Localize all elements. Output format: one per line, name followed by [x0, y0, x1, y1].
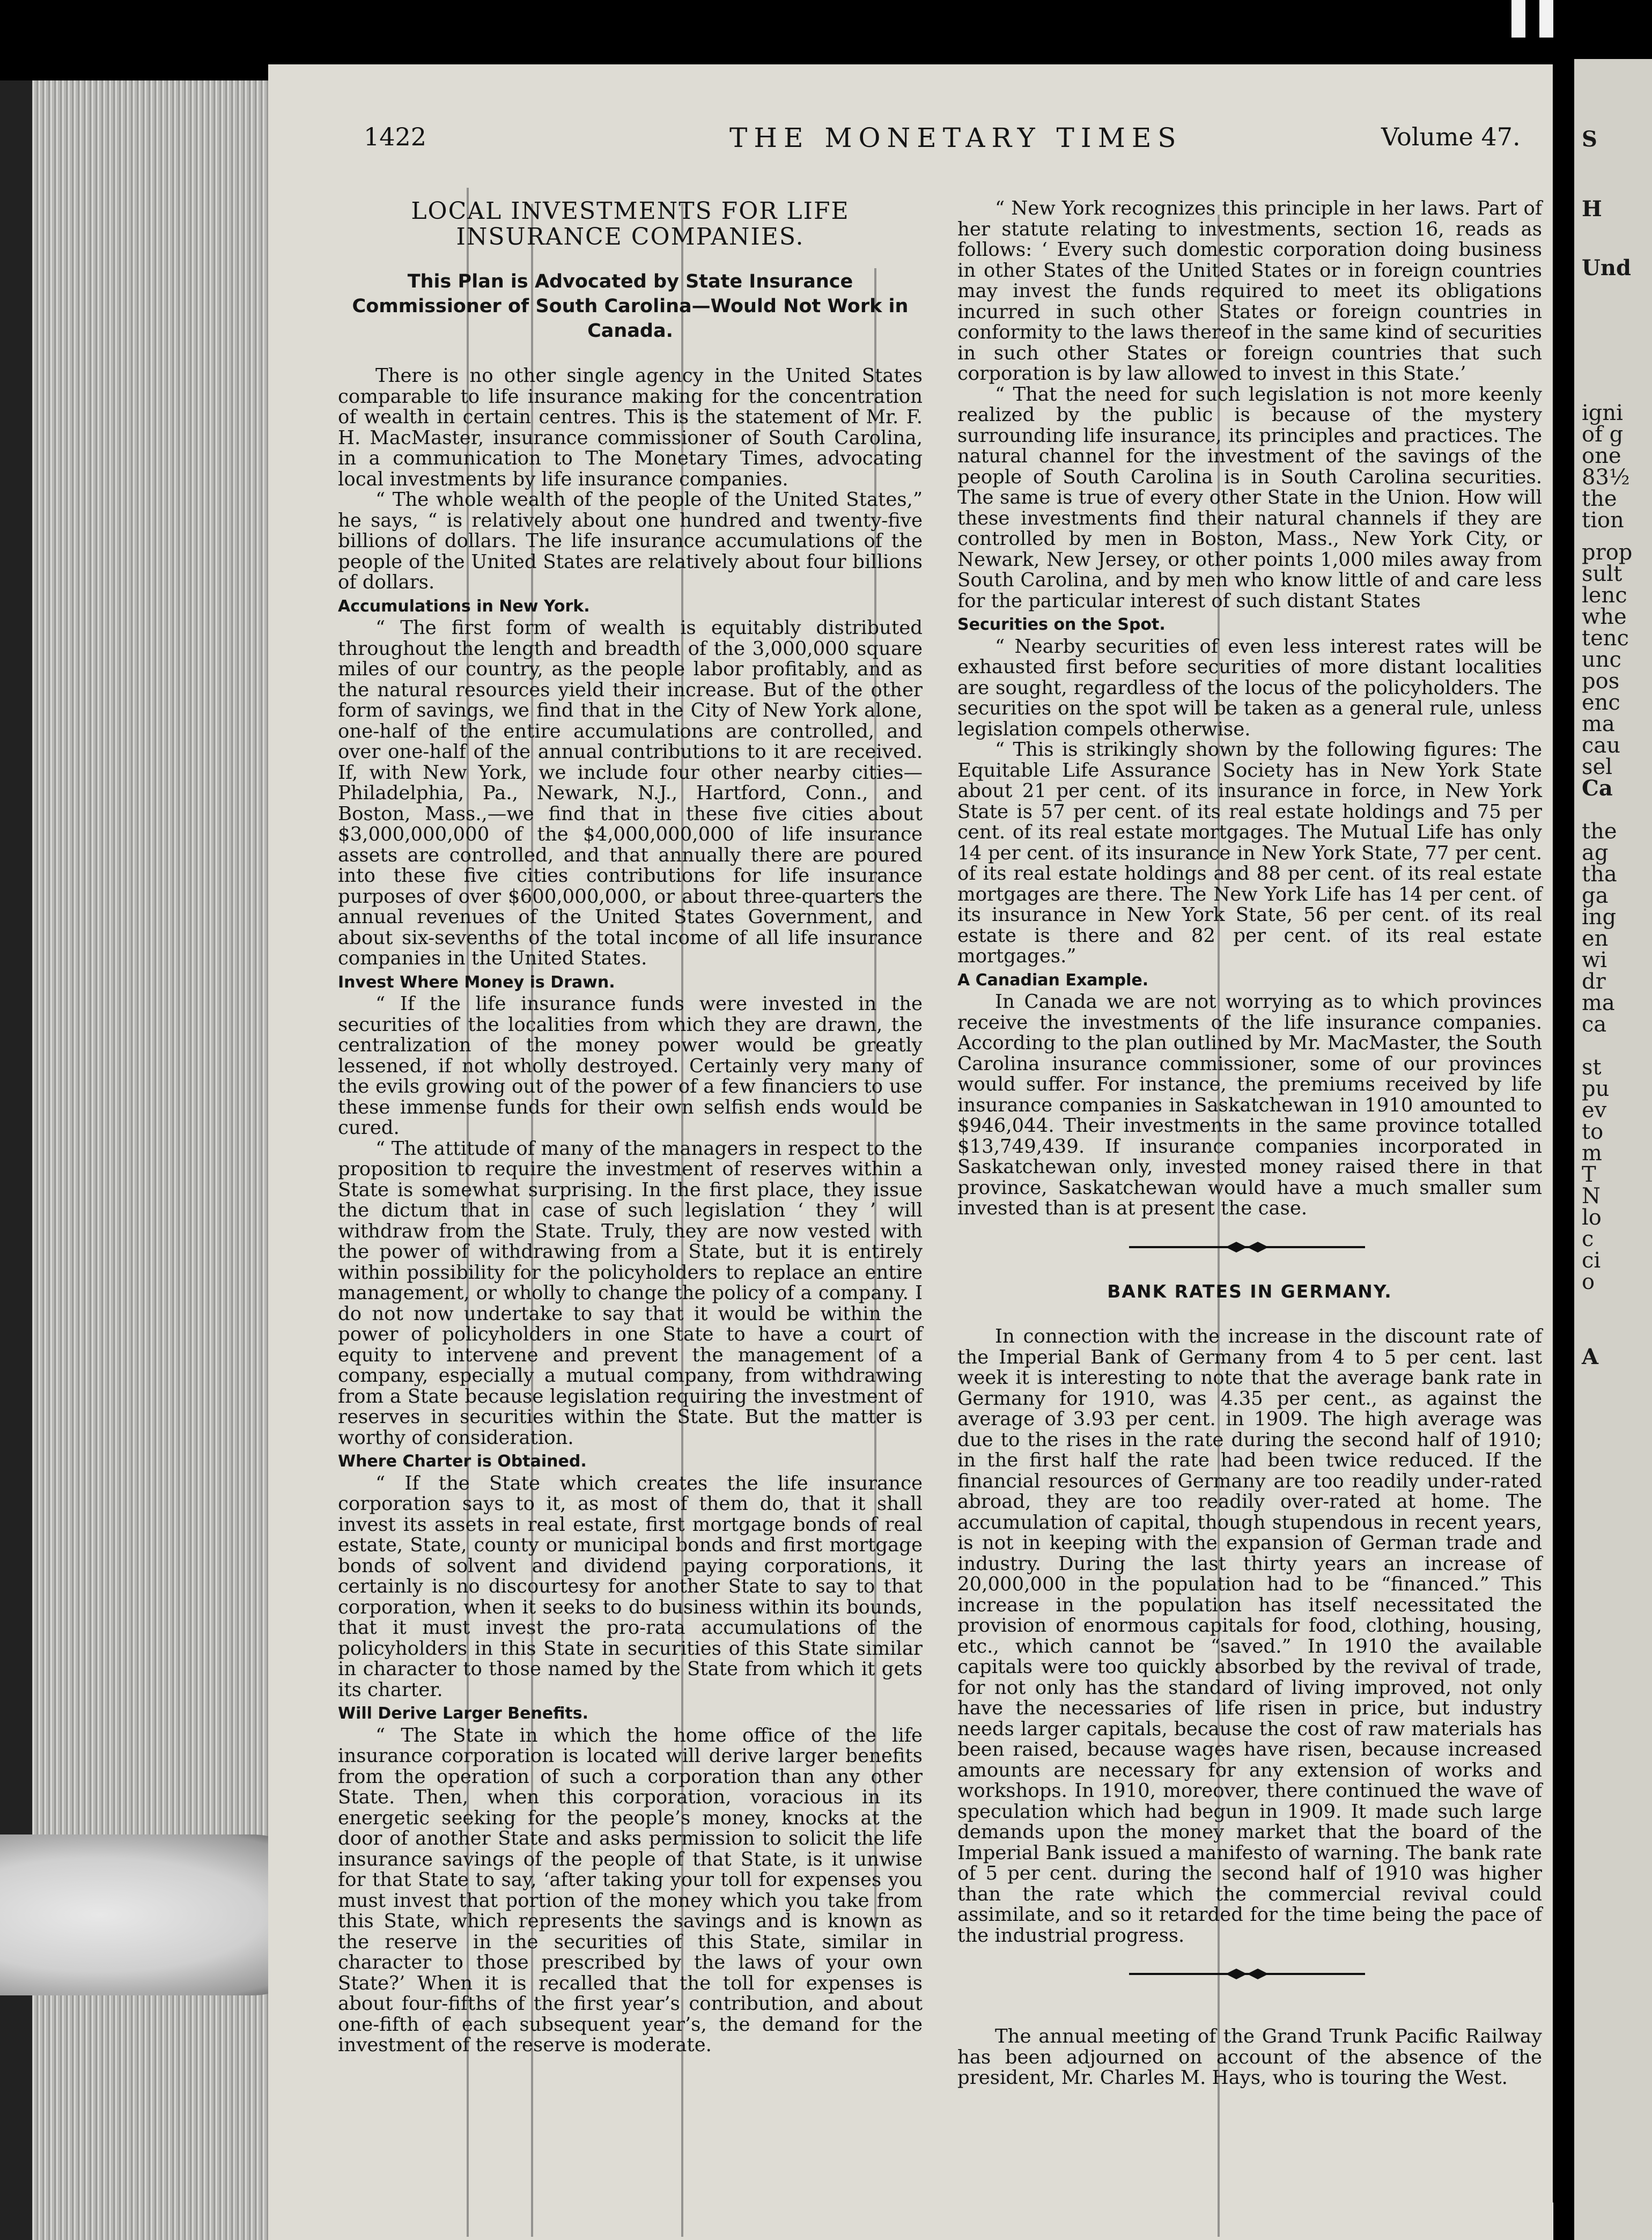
- adjacent-page-text: pos: [1582, 669, 1620, 694]
- article-deck: This Plan is Advocated by State Insurance Commissioner of South Carolina—Would Not Work in Canada.: [352, 271, 909, 342]
- paragraph: “ The State in which the home office of the life insurance corporation is located will derive larger benefits from the operation of such a corporation than any other State. Then, when this corporation, voracious in its energetic seeking for the people’s money, knocks at the door of another State and asks permission to solicit the life insurance savings of the people of that State, is it unwise for that State to say, ‘after taking your toll for expenses you must invest that portion of the money which you take from this State, which represents the savings and is known as the reserve in the securities of this State, similar in character to those prescribed by the laws of your own State?’ When it is recalled that the toll for expenses is about four-fifths of the first year’s contribution, and about one-fifth of each subsequent year’s, the demand for the investment of the reserve is moderate.: [338, 1724, 923, 2056]
- adjacent-page-text: tha: [1582, 862, 1617, 887]
- film-mark: [1511, 0, 1525, 38]
- adjacent-page-text: m: [1582, 1141, 1602, 1166]
- paragraph: In connection with the increase in the discount rate of the Imperial Bank of Germany from 4 to 5 per cent. last week it is interesting to note that the average bank rate in Germany for 1910, was 4.35 per cent., as against the average of 3.93 per cent. in 1909. The high average was due to the rises in the rate during the second half of 1910; in the first half the rate had been twice reduced. If the financial resources of Germany are too readily under-rated abroad, they are too readily over-rated at home. The accumulation of capital, though stupendous in recent years, is not in keeping with the expansion of German trade and industry. During the last thirty years an increase of 20,000,000 in the population had to be “financed.” This increase in the population has itself necessitated the provision of enormous capitals for food, clothing, housing, etc., which cannot be “saved.” In 1910 the available capitals were too quickly absorbed by the revival of trade, for not only has the standard of living improved, not only have the necessaries of life risen in price, but industry needs larger capitals, because the cost of raw materials has been raised, because wages have risen, because increased amounts are necessary for any extension of works and workshops. In 1910, moreover, there continued the wave of speculation which had begun in 1909. It made such large demands upon the money market that the board of the Imperial Bank issued a manifesto of warning. The bank rate of 5 per cent. during the second half of 1910 was higher than the rate which the commercial revival could assimilate, and so it retarded for the time being the pace of the industrial progress.: [957, 1325, 1542, 1947]
- paragraph: “ If the State which creates the life insurance corporation says to it, as most of them do, that it shall invest its assets in real estate, first mortgage bonds of real estate, State, county or municipal bonds and first mortgage bonds of solvent and dividend paying corporations, it certainly is no discourtesy for another State to say to that corporation, when it seeks to do business within its bounds, that it must invest the pro-rata accumulations of the policyholders in this State in securities of this State similar in character to those named by the State from which it gets its charter.: [338, 1472, 923, 1701]
- paragraph: “ If the life insurance funds were invested in the securities of the localities from which they are drawn, the centralization of the money power would be greatly lessened, if not wholly destroyed. Certainly very many of the evils growing out of the power of a few financiers to use these immense funds for their own selfish ends would be cured.: [338, 993, 923, 1139]
- adjacent-page-text: wi: [1582, 948, 1607, 972]
- adjacent-page-text: unc: [1582, 647, 1621, 672]
- adjacent-page-text: H: [1582, 196, 1602, 222]
- paragraph: In Canada we are not worrying as to which provinces receive the investments of the life insurance companies. According to the plan outlined by Mr. MacMaster, the South Carolina insurance commissioner, some of our provinces would suffer. For instance, the premiums received by life insurance companies in Saskatchewan in 1910 amounted to $946,044. Their investments in the same province totalled $13,749,439. If insurance companies incorporated in Saskatchewan only, invested money raised there in that province, Saskatchewan would have a much smaller sum invested than is at present the case.: [957, 991, 1542, 1219]
- subheading: Where Charter is Obtained.: [338, 1452, 587, 1471]
- adjacent-page-text: cau: [1582, 733, 1621, 758]
- subheading: Securities on the Spot.: [957, 615, 1166, 634]
- subheading: Accumulations in New York.: [338, 596, 590, 616]
- newspaper-page: [268, 64, 1553, 2240]
- adjacent-page-text: Ca: [1582, 776, 1613, 801]
- adjacent-page-text: ma: [1582, 991, 1615, 1015]
- paragraph: “ Nearby securities of even less interest rates will be exhausted first before securities of more distant localities are sought, regardless of the locus of the policyholders. The securities on the spot will be taken as a general rule, unless legislation compels otherwise.: [957, 635, 1542, 740]
- adjacent-page-text: dr: [1582, 969, 1606, 994]
- adjacent-page-text: ca: [1582, 1012, 1607, 1037]
- adjacent-page-text: ing: [1582, 905, 1617, 930]
- subheading: Invest Where Money is Drawn.: [338, 972, 615, 992]
- adjacent-page-text: S: [1582, 127, 1597, 152]
- paragraph: “ New York recognizes this principle in her laws. Part of her statute relating to investments, section 16, reads as follows: ‘ Every such domestic corporation doing business in other States of the United States or in foreign countries may invest the funds required to meet its obligations incurred in such other States or foreign countries in conformity to the laws thereof in the same kind of securities in such other States or foreign countries that such corporation is by law allowed to invest in this State.’: [957, 197, 1542, 385]
- notice-paragraph: The annual meeting of the Grand Trunk Pacific Railway has been adjourned on account of the absence of the president, Mr. Charles M. Hays, who is touring the West.: [957, 2025, 1542, 2089]
- left-column: [338, 198, 923, 2056]
- adjacent-page-text: ma: [1582, 712, 1615, 736]
- adjacent-page-text: c: [1582, 1227, 1594, 1251]
- adjacent-page-text: pu: [1582, 1077, 1610, 1101]
- adjacent-page-text: enc: [1582, 690, 1620, 715]
- adjacent-page-text: the: [1582, 487, 1617, 511]
- adjacent-page-text: the: [1582, 819, 1617, 844]
- adjacent-page-fragment: [1574, 59, 1652, 2240]
- adjacent-page-text: Und: [1582, 255, 1631, 281]
- paragraph: “ This is strikingly shown by the following figures: The Equitable Life Assurance Society has in New York State about 21 per cent. of its insurance in force, in New York State is 57 per cent. of its real estate holdings and 75 per cent. of its real estate mortgages. The Mutual Life has only 14 per cent. of its insurance in New York State, 77 per cent. of its real estate holdings and 88 per cent. of its real estate mortgages are there. The New York Life has 14 per cent. of its insurance in New York State, 56 per cent. of its real estate is there and 82 per cent. of its real estate mortgages.”: [957, 739, 1542, 967]
- adjacent-page-text: whe: [1582, 605, 1627, 629]
- adjacent-page-text: one: [1582, 444, 1621, 468]
- adjacent-page-text: ev: [1582, 1098, 1607, 1123]
- adjacent-page-text: igni: [1582, 401, 1623, 425]
- adjacent-page-text: sel: [1582, 755, 1612, 779]
- article-title: BANK RATES IN GERMANY.: [1107, 1280, 1392, 1302]
- paragraph: “ The attitude of many of the managers in respect to the proposition to require the investment of reserves within a State is somewhat surprising. In the first place, they issue the dictum that in case of such legislation ‘ they ’ will withdraw from the State. Truly, they are now vested with the power of withdrawing from a State, but it is entirely within possibility for the policyholders to replace an entire management, or wholly to change the policy of a company. I do not now undertake to say that it would be within the power of policyholders in one State to have a court of equity to intervene and prevent the management of a company, especially a mutual company, from withdrawing from a State because legislation requiring the investment of reserves in securities within the State. But the matter is worthy of consideration.: [338, 1137, 923, 1449]
- paragraph: There is no other single agency in the United States comparable to life insurance making for the concentration of wealth in certain centres. This is the statement of Mr. F. H. MacMaster, insurance commissioner of South Carolina, in a communication to The Monetary Times, advocating local investments by life insurance companies.: [338, 365, 923, 490]
- paragraph: “ The first form of wealth is equitably distributed throughout the length and breadth of the 3,000,000 square miles of our country, as the people labor profitably, and as the natural resources yield their increase. But of the other form of savings, we find that in the City of New York alone, one-half of the entire accumulations are controlled, and over one-half of the annual contributions to it are received. If, with New York, we include four other nearby cities—Philadelphia, Pa., Newark, N.J., Hartford, Conn., and Boston, Mass.,—we find that in these five cities about $3,000,000,000 of the $4,000,000,000 of life insurance assets are controlled, and that annually there are poured into these five cities contributions for life insurance purposes of over $600,000,000, or about three-quarters the annual revenues of the United States Government, and about six-sevenths of the total income of all life insurance companies in the United States.: [338, 617, 923, 969]
- film-mark: [1539, 0, 1553, 38]
- adjacent-page-text: ci: [1582, 1248, 1601, 1273]
- adjacent-page-text: lenc: [1582, 583, 1627, 608]
- paragraph: “ That the need for such legislation is not more keenly realized by the public is because of the mystery surrounding life insurance, its principles and practices. The natural channel for the investment of the savings of the people of South Carolina is in South Carolina securities. The same is true of every other State in the Union. How will these investments find their natural channels if they are controlled by men in Boston, Mass., New York City, or Newark, New Jersey, or other points 1,000 miles away from South Carolina, and by men who know little of and care less for the particular interest of such distant States: [957, 383, 1542, 612]
- adjacent-page-text: lo: [1582, 1205, 1602, 1230]
- page-number: 1422: [364, 122, 427, 151]
- adjacent-page-text: tenc: [1582, 626, 1629, 651]
- adjacent-page-text: to: [1582, 1119, 1604, 1144]
- adjacent-page-text: st: [1582, 1055, 1602, 1080]
- adjacent-page-text: ga: [1582, 883, 1609, 908]
- section-ornament: [957, 1230, 1542, 1262]
- adjacent-page-text: ag: [1582, 841, 1609, 865]
- adjacent-page-text: en: [1582, 926, 1609, 951]
- section-ornament: [957, 1957, 1542, 1989]
- subheading: A Canadian Example.: [957, 970, 1149, 990]
- right-column: [957, 198, 1542, 2089]
- adjacent-page-text: N: [1582, 1184, 1601, 1209]
- paragraph: “ The whole wealth of the people of the United States,” he says, “ is relatively about one hundred and twenty-five billions of dollars. The life insurance accumulations of the people of the United States are relatively about four billions of dollars.: [338, 489, 923, 593]
- adjacent-page-text: 83½: [1582, 465, 1630, 490]
- masthead-title: THE MONETARY TIMES: [729, 122, 1183, 153]
- adjacent-page-text: o: [1582, 1270, 1595, 1294]
- adjacent-page-text: A: [1582, 1344, 1599, 1369]
- article-headline: LOCAL INVESTMENTS FOR LIFE INSURANCE COMPANIES.: [411, 197, 850, 250]
- adjacent-page-text: tion: [1582, 508, 1624, 533]
- subheading: Will Derive Larger Benefits.: [338, 1704, 589, 1723]
- adjacent-page-text: T: [1582, 1162, 1596, 1187]
- adjacent-page-text: of g: [1582, 422, 1624, 447]
- volume-label: Volume 47.: [1381, 122, 1521, 151]
- adjacent-page-text: sult: [1582, 562, 1622, 586]
- adjacent-page-text: prop: [1582, 540, 1633, 565]
